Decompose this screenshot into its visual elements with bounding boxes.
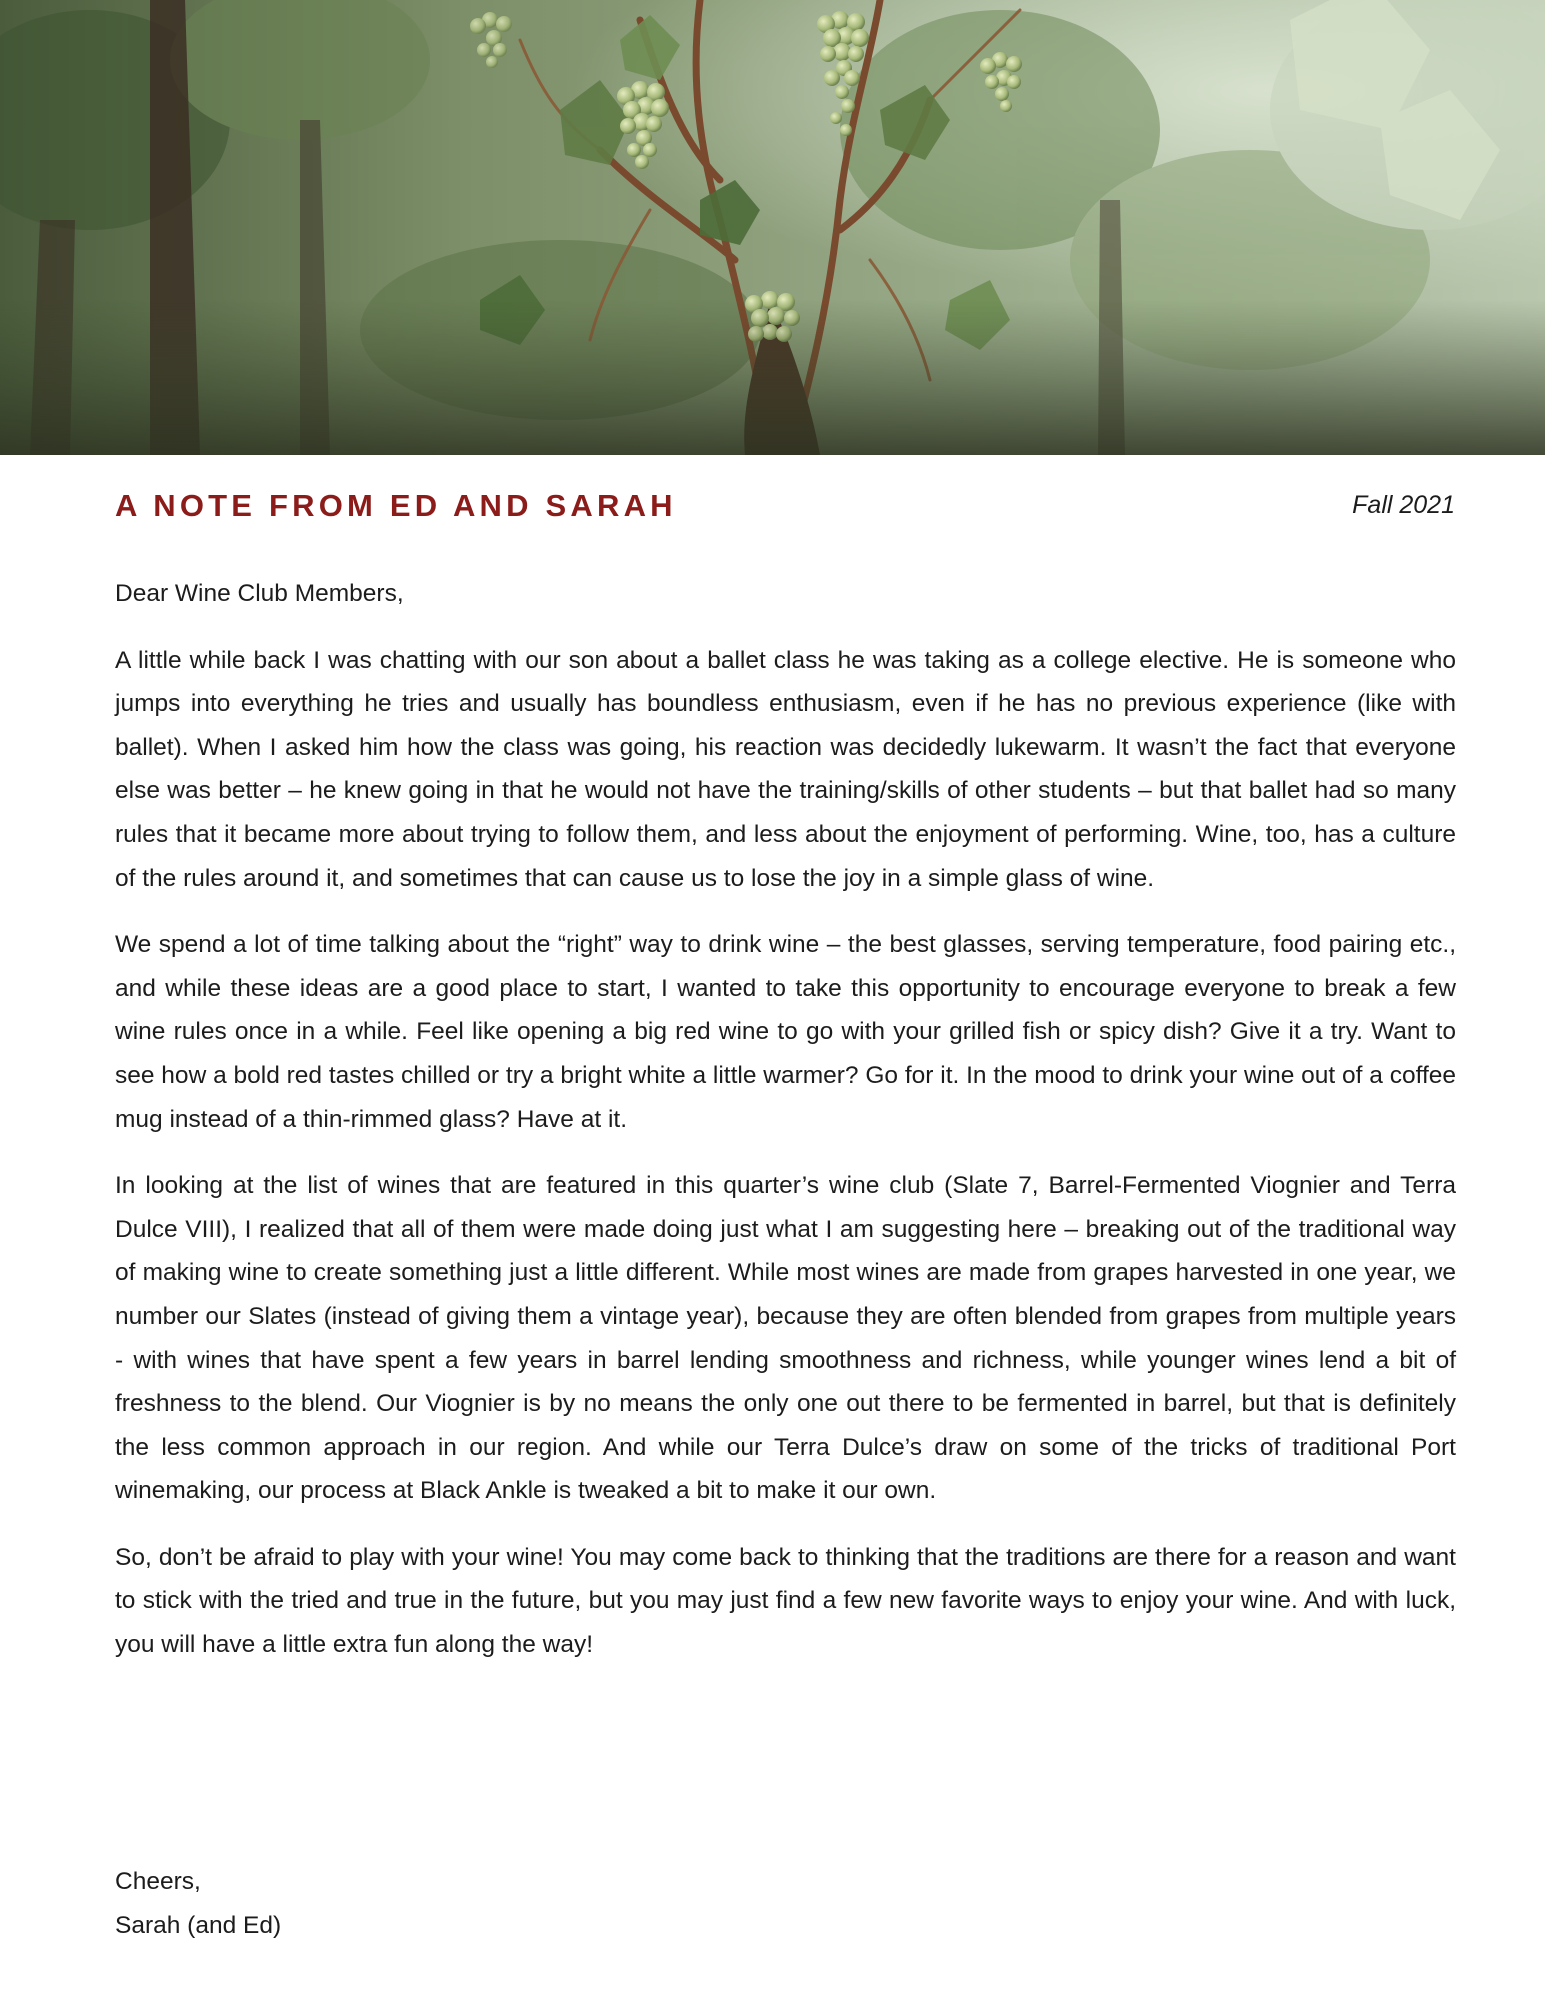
letter-paragraph: So, don’t be afraid to play with your wine! You may come back to thinking that the traditions are there for a reason and want to stick with the tried and true in the future, but you may just find a few new favorite ways to enjoy your wine. And with luck, you will have a little extra fun along the way! bbox=[115, 1543, 1456, 1659]
page-title: A NOTE FROM ED AND SARAH bbox=[115, 488, 677, 523]
signature: Sarah (and Ed) bbox=[115, 1911, 282, 1939]
vineyard-grapes-photo-icon bbox=[0, 0, 1545, 455]
salutation: Dear Wine Club Members, bbox=[115, 580, 404, 607]
letter-paragraph: In looking at the list of wines that are featured in this quarter’s wine club (Slate 7, Barrel-Fermented Viognier and Terra Dulce VIII), I realized that all of them were made doing just what I am suggesting here – breaking out of the traditional way of making wine to create something just a little different. While most wines are made from grapes harvested in one year, we number our Slates (instead of giving them a vintage year), because they are often blended from grapes from multiple years - with wines that have spent a few years in barrel lending smoothness and richness, while younger wines lend a bit of freshness to the blend. Our Viognier is by no means the only one out there to be fermented in barrel, but that is definitely the less common approach in our region. And while our Terra Dulce’s draw on some of the tricks of traditional Port winemaking, our process at Black Ankle is tweaked a bit to make it our own. bbox=[115, 1172, 1456, 1505]
closing: Cheers, bbox=[115, 1868, 201, 1895]
letter-paragraph: We spend a lot of time talking about the “right” way to drink wine – the best glasses, serving temperature, food pairing etc., and while these ideas are a good place to start, I wanted to take this opportunity to encourage everyone to break a few wine rules once in a while. Feel like opening a big red wine to go with your grilled fish or spicy dish? Give it a try. Want to see how a bold red tastes chilled or try a bright white a little warmer? Go for it. In the mood to drink your wine out of a coffee mug instead of a thin-rimmed glass? Have at it. bbox=[115, 931, 1456, 1133]
signoff bbox=[115, 1860, 281, 1947]
letter-paragraph: A little while back I was chatting with our son about a ballet class he was taking as a college elective. He is someone who jumps into everything he tries and usually has boundless enthusiasm, even if he has no previous experience (like with ballet). When I asked him how the class was going, his reaction was decidedly lukewarm. It wasn’t the fact that everyone else was better – he knew going in that he would not have the training/skills of other students – but that ballet had so many rules that it became more about trying to follow them, and less about the enjoyment of performing. Wine, too, has a culture of the rules around it, and sometimes that can cause us to lose the joy in a simple glass of wine. bbox=[115, 646, 1456, 892]
letter-body bbox=[115, 572, 1456, 1690]
hero-vineyard-image bbox=[0, 0, 1545, 455]
issue-date: Fall 2021 bbox=[1352, 491, 1455, 519]
